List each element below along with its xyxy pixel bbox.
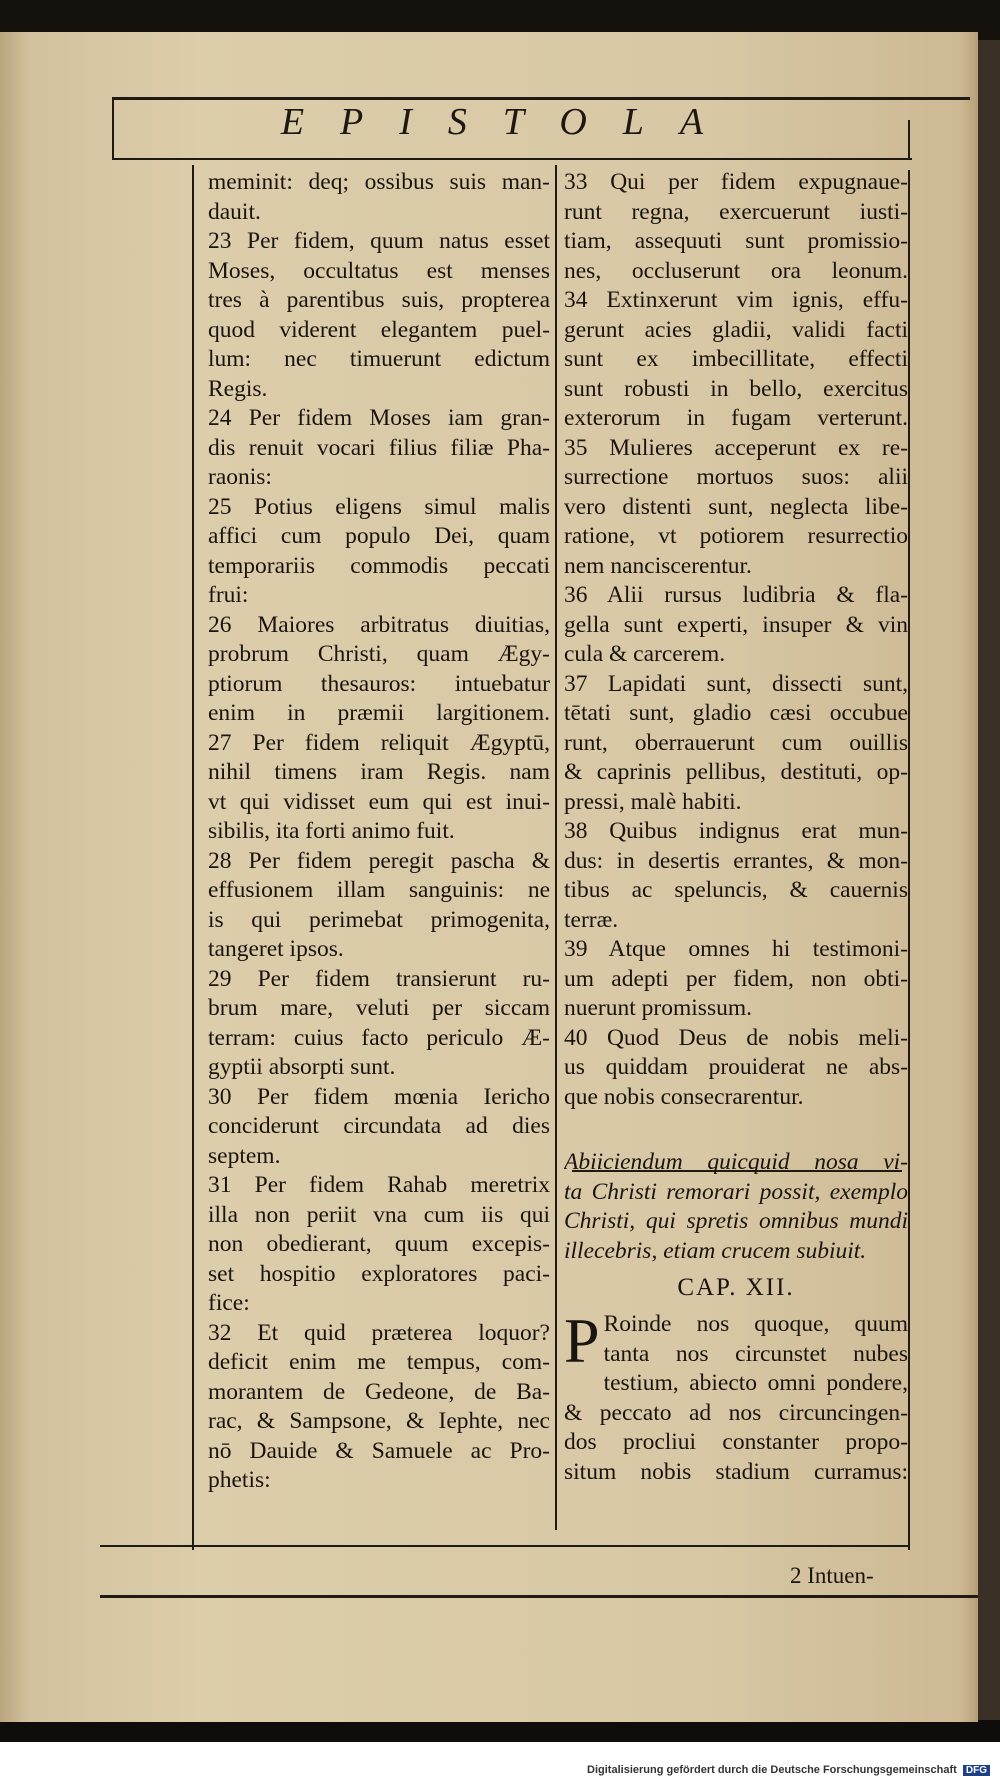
catchword: 2 Intuen- <box>790 1563 874 1588</box>
right-line: & caprinis pellibus, destituti, op- <box>564 759 908 785</box>
left-line: probrum Christi, quam Ægy- <box>208 641 550 667</box>
chapter-line: testium, abiecto omni pondere, <box>603 1370 908 1396</box>
left-line: frui: <box>208 582 249 608</box>
left-line: deficit enim me tempus, com- <box>208 1349 550 1375</box>
right-line: nem nanciscerentur. <box>564 552 752 579</box>
left-line: 32 Et quid præterea loquor? <box>208 1319 550 1346</box>
left-line: 31 Per fidem Rahab meretrix <box>208 1172 550 1198</box>
right-line: sunt robusti in bello, exercitus <box>564 375 908 402</box>
footer-rule <box>100 1595 978 1598</box>
left-line: brum mare, veluti per siccam <box>208 995 550 1021</box>
left-line: 27 Per fidem reliquit Ægyptū, <box>208 729 550 756</box>
chapter-summary <box>564 1148 908 1266</box>
left-line: fice: <box>208 1290 250 1316</box>
left-line: vt qui vidisset eum qui est inui- <box>208 788 550 815</box>
right-line: pressi, malè habiti. <box>564 788 742 815</box>
left-line: affici cum populo Dei, quam <box>208 523 550 549</box>
left-line: raonis: <box>208 464 272 490</box>
left-line: sibilis, ita forti animo fuit. <box>208 818 455 844</box>
left-line: dauit. <box>208 198 261 225</box>
right-line: exterorum in fugam verterunt. <box>564 405 908 431</box>
summary-line: illecebris, etiam crucem subiuit. <box>564 1237 867 1264</box>
left-line: lum: nec timuerunt edictum <box>208 346 550 372</box>
left-line: 24 Per fidem Moses iam gran- <box>208 405 550 431</box>
right-line: gella sunt experti, insuper & vin <box>564 611 908 638</box>
left-line: ptiorum thesauros: intuebatur <box>208 670 550 697</box>
right-line: cula & carcerem. <box>564 641 726 667</box>
left-column <box>208 168 550 1496</box>
drop-cap: P <box>564 1305 600 1376</box>
running-head: EPISTOLA <box>280 101 740 143</box>
left-line: enim in præmii largitionem. <box>208 700 550 726</box>
left-line: nihil timens iram Regis. nam <box>208 759 550 785</box>
header-rule-bottom <box>112 158 912 160</box>
left-line: terram: cuius facto periculo Æ- <box>208 1024 550 1051</box>
left-line: temporariis commodis peccati <box>208 552 550 579</box>
left-line: 30 Per fidem mœnia Iericho <box>208 1083 550 1110</box>
right-line: gerunt acies gladii, validi facti <box>564 316 908 343</box>
left-line: conciderunt circundata ad dies <box>208 1113 550 1139</box>
summary-line: Abiiciendum quicquid nosa vi- <box>564 1149 908 1175</box>
right-line: us quiddam prouiderat ne abs- <box>564 1054 908 1080</box>
right-column <box>564 168 908 1485</box>
right-line: tibus ac speluncis, & cauernis <box>564 877 908 903</box>
dfg-logo: DFG <box>963 1765 990 1776</box>
right-line: nes, occluserunt ora leonum. <box>564 257 908 284</box>
left-line: is qui perimebat primogenita, <box>208 906 550 933</box>
left-line: set hospitio exploratores paci- <box>208 1260 550 1287</box>
left-line: quod viderent elegantem puel- <box>208 316 550 343</box>
right-line: 34 Extinxerunt vim ignis, effu- <box>564 287 908 313</box>
chapter-heading: CAP. XII. <box>677 1274 795 1301</box>
left-line: 26 Maiores arbitratus diuitias, <box>208 611 550 638</box>
left-line: Regis. <box>208 375 268 402</box>
left-line: septem. <box>208 1142 281 1169</box>
left-line: meminit: deq; ossibus suis man- <box>208 169 550 195</box>
right-line: vero distenti sunt, neglecta libe- <box>564 493 908 520</box>
right-line: tētati sunt, gladio cæsi occubue <box>564 700 908 726</box>
right-line: 37 Lapidati sunt, dissecti sunt, <box>564 670 908 697</box>
chapter-line: dos procliui constanter propo- <box>564 1429 908 1455</box>
left-line: Moses, occultatus est menses <box>208 257 550 284</box>
right-line: 40 Quod Deus de nobis meli- <box>564 1024 908 1051</box>
right-line: 39 Atque omnes hi testimoni- <box>564 936 908 962</box>
chapter-line: tanta nos circunstet nubes <box>603 1340 908 1367</box>
chapter-opening <box>564 1305 908 1485</box>
left-line: tangeret ipsos. <box>208 936 344 962</box>
left-line: phetis: <box>208 1467 271 1493</box>
bottom-rule <box>100 1545 910 1547</box>
right-line: runt regna, exercuerunt iusti- <box>564 198 908 225</box>
left-line: tres à parentibus suis, propterea <box>208 287 550 313</box>
credit-text: Digitalisierung gefördert durch die Deutsche Forschungsgemeinschaft <box>587 1764 957 1776</box>
right-line: que nobis consecrarentur. <box>564 1083 804 1110</box>
right-line: terræ. <box>564 906 619 933</box>
right-line: runt, oberrauerunt cum ouillis <box>564 729 908 756</box>
right-line: nuerunt promissum. <box>564 995 752 1021</box>
right-line: surrectione mortuos suos: alii <box>564 464 908 490</box>
right-line: 35 Mulieres acceperunt ex re- <box>564 434 908 461</box>
digitization-credit <box>587 1764 990 1776</box>
left-line: effusionem illam sanguinis: ne <box>208 877 550 903</box>
right-line: sunt ex imbecillitate, effecti <box>564 346 908 372</box>
left-line: 23 Per fidem, quum natus esset <box>208 228 550 254</box>
left-line: 28 Per fidem peregit pascha & <box>208 847 550 874</box>
chapter-line: & peccato ad nos circuncingen- <box>564 1399 908 1426</box>
left-line: illa non periit vna cum iis qui <box>208 1201 550 1228</box>
chapter-line: Roinde nos quoque, quum <box>603 1311 908 1337</box>
right-line: tiam, assequuti sunt promissio- <box>564 228 908 254</box>
left-line: morantem de Gedeone, de Ba- <box>208 1378 550 1405</box>
left-line: nō Dauide & Samuele ac Pro- <box>208 1437 550 1464</box>
right-line: 36 Alii rursus ludibria & fla- <box>564 582 908 608</box>
right-line: um adepti per fidem, non obti- <box>564 965 908 992</box>
left-frame-rule <box>192 165 194 1550</box>
chapter-line: situm nobis stadium curramus: <box>564 1458 908 1485</box>
left-line: rac, & Sampsone, & Iephte, nec <box>208 1408 550 1434</box>
left-line: 25 Potius eligens simul malis <box>208 493 550 520</box>
right-line: dus: in desertis errantes, & mon- <box>564 847 908 874</box>
left-line: gyptii absorpti sunt. <box>208 1054 396 1080</box>
left-line: dis renuit vocari filius filiæ Pha- <box>208 434 550 461</box>
right-frame-rule <box>908 170 910 1550</box>
right-line: 33 Qui per fidem expugnaue- <box>564 169 908 195</box>
right-line: ratione, vt potiorem resurrectio <box>564 523 908 549</box>
summary-line: Christi, qui spretis omnibus mundi <box>564 1208 908 1234</box>
left-line: non obedierant, quum excepis- <box>208 1231 550 1257</box>
left-line: 29 Per fidem transierunt ru- <box>208 965 550 992</box>
column-divider <box>555 165 557 1530</box>
right-line: 38 Quibus indignus erat mun- <box>564 818 908 844</box>
summary-line: ta Christi remorari possit, exemplo <box>564 1178 908 1205</box>
page-edge <box>978 40 1000 1720</box>
